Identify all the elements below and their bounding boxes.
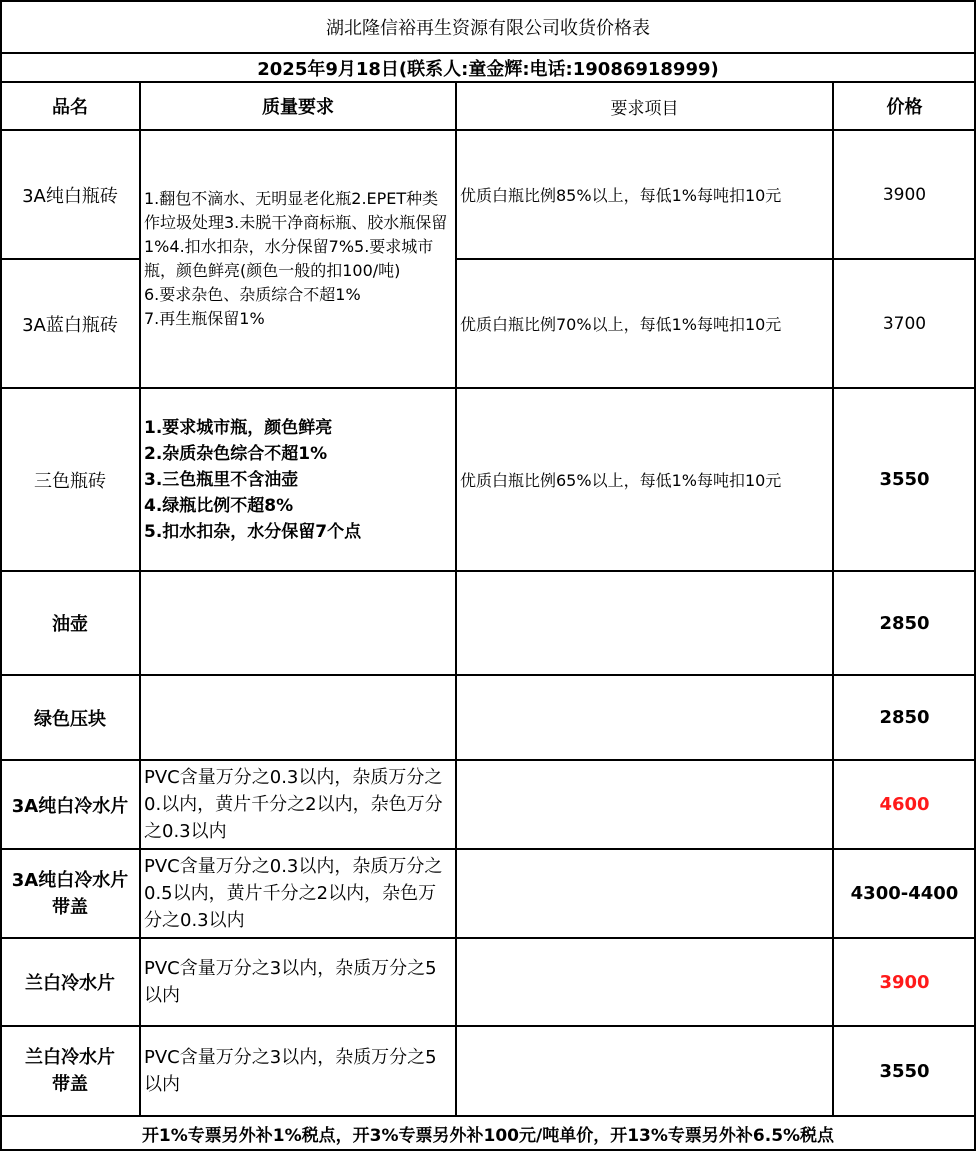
price-value: 3550 bbox=[879, 1060, 930, 1082]
price-value: 2850 bbox=[879, 707, 930, 728]
price-value: 4600 bbox=[879, 794, 930, 815]
tax-note: 开1%专票另外补1%税点，开3%专票另外补100元/吨单价，开13%专票另外补6.5%税点 bbox=[141, 1126, 835, 1146]
header-price: 价格 bbox=[886, 97, 923, 118]
grid-line bbox=[0, 129, 976, 131]
grid-line bbox=[456, 258, 976, 260]
table-row bbox=[0, 938, 976, 1026]
requirement-item: 优质白瓶比例85%以上，每低1%每吨扣10元 bbox=[460, 186, 782, 205]
price-value: 3550 bbox=[879, 469, 930, 490]
quality-requirement: PVC含量万分之0.3以内，杂质万分之0.以内，黄片千分之2以内，杂色万分之0.3以内 bbox=[144, 767, 443, 842]
grid-line bbox=[0, 937, 976, 939]
grid-line bbox=[0, 258, 140, 260]
quality-requirement: 1.要求城市瓶，颜色鲜亮 2.杂质杂色综合不超1% 3.三色瓶里不含油壶 4.绿瓶比例不超8% 5.扣水扣杂，水分保留7个点 bbox=[144, 417, 362, 542]
footer-row bbox=[0, 1116, 976, 1151]
price-value: 3900 bbox=[882, 184, 927, 205]
grid-line bbox=[0, 0, 2, 1151]
grid-line bbox=[455, 81, 457, 1116]
grid-line bbox=[832, 81, 834, 1116]
grid-line bbox=[0, 759, 976, 761]
quality-requirement: PVC含量万分之0.3以内，杂质万分之0.5以内，黄片千分之2以内，杂色万分之0.3以内 bbox=[144, 856, 443, 931]
grid-line bbox=[0, 1115, 976, 1117]
grid-line bbox=[0, 81, 976, 83]
product-name: 3A纯白冷水片 bbox=[11, 795, 129, 817]
grid-line bbox=[0, 1025, 976, 1027]
header-name: 品名 bbox=[52, 97, 88, 118]
grid-line bbox=[0, 570, 976, 572]
grid-line bbox=[0, 848, 976, 850]
product-name: 兰白冷水片 bbox=[25, 973, 115, 994]
quality-requirement: PVC含量万分之3以内，杂质万分之5以内 bbox=[144, 958, 437, 1006]
header-item: 要求项目 bbox=[610, 98, 679, 119]
product-name: 3A纯白冷水片 带盖 bbox=[11, 869, 129, 918]
product-name: 绿色压块 bbox=[34, 708, 106, 730]
requirement-item: 优质白瓶比例65%以上，每低1%每吨扣10元 bbox=[460, 471, 782, 490]
table-row bbox=[0, 1026, 976, 1116]
price-value: 3700 bbox=[882, 313, 927, 334]
grid-line bbox=[139, 81, 141, 1116]
table-row bbox=[0, 675, 976, 760]
price-value: 2850 bbox=[879, 612, 930, 634]
header-row bbox=[0, 82, 976, 130]
date-contact: 2025年9月18日(联系人:童金辉:电话:19086918999) bbox=[257, 58, 719, 80]
requirement-item: 优质白瓶比例70%以上，每低1%每吨扣10元 bbox=[460, 315, 782, 334]
price-value: 3900 bbox=[879, 971, 930, 993]
quality-requirement: PVC含量万分之3以内，杂质万分之5以内 bbox=[144, 1047, 437, 1095]
table-row bbox=[0, 388, 976, 571]
title-row bbox=[0, 0, 976, 53]
grid-line bbox=[0, 0, 976, 2]
product-name: 三色瓶砖 bbox=[34, 470, 106, 492]
grid-line bbox=[0, 52, 976, 54]
product-name: 油壶 bbox=[52, 614, 88, 635]
table-row bbox=[0, 849, 976, 938]
product-name: 3A蓝白瓶砖 bbox=[22, 314, 118, 336]
header-quality: 质量要求 bbox=[262, 97, 334, 118]
product-name: 3A纯白瓶砖 bbox=[22, 185, 118, 207]
grid-line bbox=[0, 674, 976, 676]
price-value: 4300-4400 bbox=[850, 883, 959, 904]
sheet-title: 湖北隆信裕再生资源有限公司收货价格表 bbox=[326, 17, 650, 39]
grid-line bbox=[0, 387, 976, 389]
table-row bbox=[0, 571, 976, 675]
product-name: 兰白冷水片 带盖 bbox=[25, 1047, 115, 1095]
table-row bbox=[0, 760, 976, 849]
subtitle-row bbox=[0, 53, 976, 82]
quality-requirement: 1.翻包不滴水、无明显老化瓶2.EPET种类作垃圾处理3.未脱干净商标瓶、胶水瓶保留1%4.扣水扣杂，水分保留7%5.要求城市瓶，颜色鲜亮(颜色一般的扣100/吨) 6.要求杂色、杂质综合不超1% 7.再生瓶保留1% bbox=[144, 189, 448, 328]
